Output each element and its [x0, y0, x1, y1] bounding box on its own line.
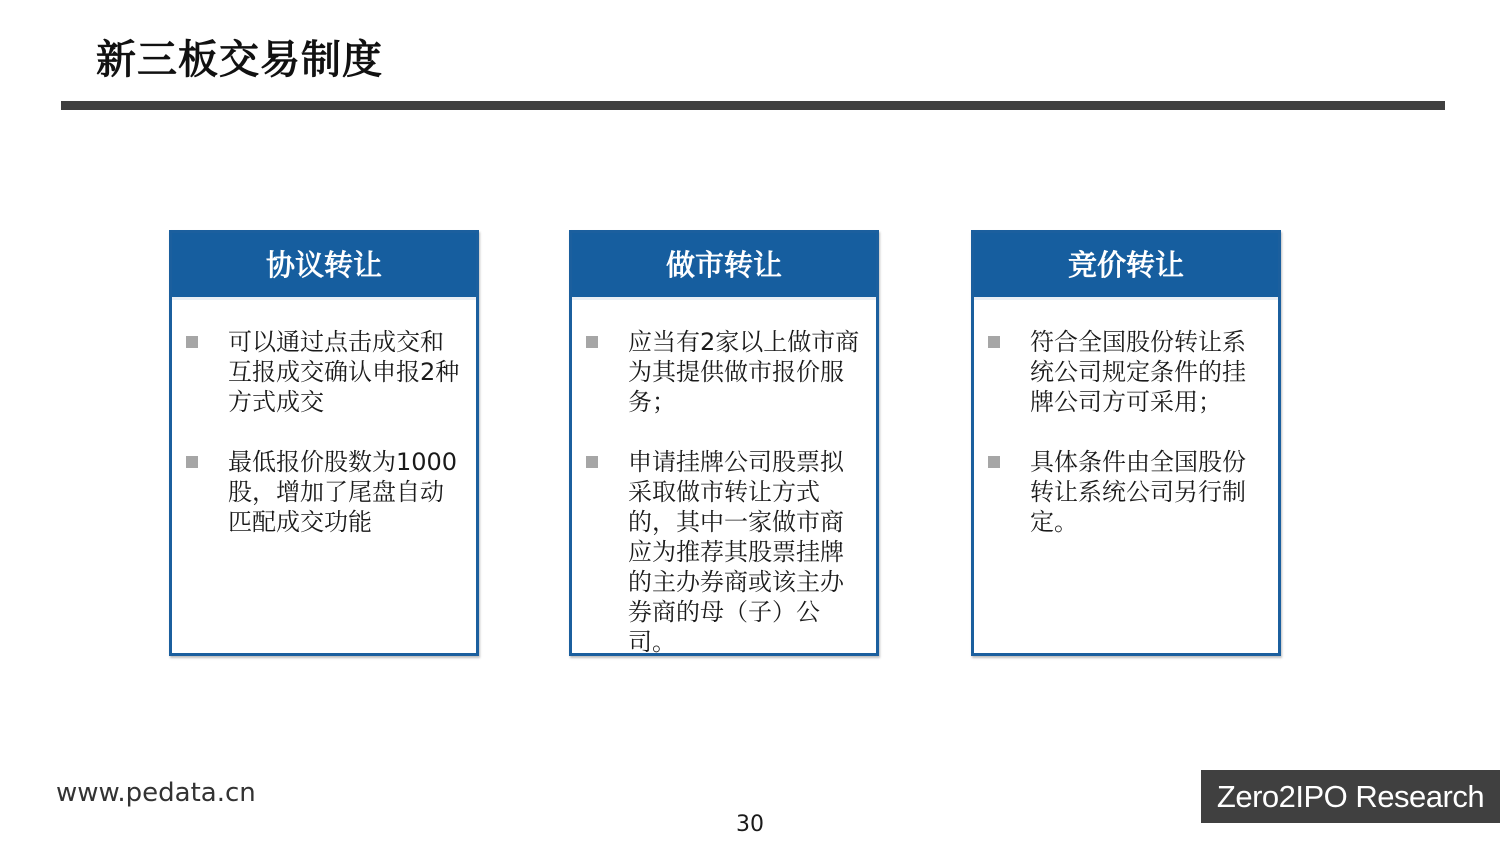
slide-title: 新三板交易制度	[96, 37, 383, 83]
card-header: 协议转让	[172, 233, 476, 300]
card-agreement-transfer	[169, 230, 479, 656]
card-header: 竞价转让	[974, 233, 1278, 300]
card-body	[974, 327, 1278, 567]
bullet-item	[172, 327, 476, 417]
bullet-item	[974, 447, 1278, 537]
square-bullet-icon	[186, 456, 198, 468]
bullet-item	[172, 447, 476, 537]
card-body	[572, 327, 876, 687]
square-bullet-icon	[988, 456, 1000, 468]
bullet-text: 具体条件由全国股份转让系统公司另行制定。	[1030, 448, 1246, 536]
bullet-item	[974, 327, 1278, 417]
square-bullet-icon	[988, 336, 1000, 348]
card-header: 做市转让	[572, 233, 876, 300]
card-bidding-transfer	[971, 230, 1281, 656]
square-bullet-icon	[586, 456, 598, 468]
bullet-text: 应当有2家以上做市商为其提供做市报价服务；	[628, 328, 860, 416]
page-number: 30	[736, 812, 764, 837]
footer-website-url: www.pedata.cn	[56, 778, 256, 808]
card-market-making-transfer	[569, 230, 879, 656]
square-bullet-icon	[186, 336, 198, 348]
bullet-item	[572, 447, 876, 657]
bullet-text: 符合全国股份转让系统公司规定条件的挂牌公司方可采用；	[1030, 328, 1246, 416]
bullet-text: 申请挂牌公司股票拟采取做市转让方式的，其中一家做市商应为推荐其股票挂牌的主办券商或该主办券商的母（子）公司。	[628, 448, 844, 656]
bullet-item	[572, 327, 876, 417]
card-body	[172, 327, 476, 567]
square-bullet-icon	[586, 336, 598, 348]
bullet-text: 最低报价股数为1000股，增加了尾盘自动匹配成交功能	[228, 448, 458, 536]
bullet-text: 可以通过点击成交和互报成交确认申报2种方式成交	[228, 328, 460, 416]
brand-logo: Zero2IPO Research	[1201, 770, 1500, 823]
title-divider	[61, 101, 1445, 110]
